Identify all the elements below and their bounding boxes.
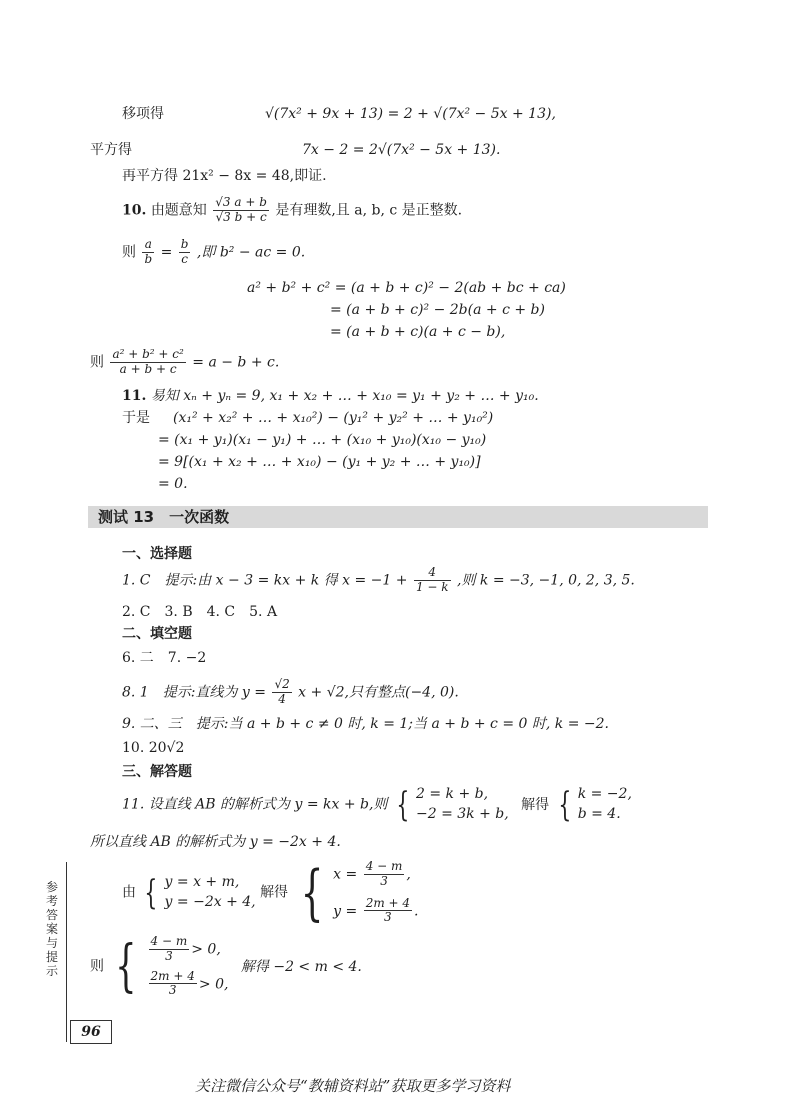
answers-2-5: 2. C 3. B 4. C 5. A [122,604,278,620]
denominator: 3 [380,873,388,888]
problem-number: 10. [122,202,147,219]
answer-8 [122,678,459,707]
text: 解得 [521,796,550,813]
inequality [147,935,229,964]
equation-square: 7x − 2 = 2√(7x² − 5x + 13). [302,142,501,158]
solution-y [333,897,418,926]
equation-system [416,785,509,824]
step-label-square: 平方得 [90,142,132,158]
text: 1. C 提示:由 x − 3 = kx + k 得 x = −1 + [122,572,408,589]
numerator: 4 − m [365,859,403,873]
fraction-b-c [179,238,191,267]
problem-11-line-4: = 0. [158,476,188,492]
equation-system [165,873,256,912]
text: ,则 k = −3, −1, 0, 2, 3, 5. [457,572,635,589]
text: > 0, [191,941,221,958]
fraction [364,897,412,926]
text: x = [333,866,358,883]
numerator: b [180,237,189,251]
answer-10: 10. 20√2 [122,740,185,756]
problem-10-intro [122,196,462,225]
equation-line-3: = (a + b + c)(a + c − b), [330,324,506,340]
heading-choice: 一、选择题 [122,546,192,562]
text: x + √2,只有整点(−4, 0). [298,684,459,701]
left-brace: { [115,933,137,999]
denominator: b [144,251,153,266]
numerator: 2m + 4 [150,968,195,983]
line-conclusion: 所以直线 AB 的解析式为 y = −2x + 4. [90,834,341,850]
equation-move: √(7x² + 9x + 13) = 2 + √(7x² − 5x + 13), [265,106,556,122]
problem-11-intro [122,388,539,405]
numerator: √2 [274,677,290,691]
fraction [272,678,291,707]
equation-line-2: = (a + b + c)² − 2b(a + c + b) [330,302,545,318]
fraction [414,566,451,595]
inequality-system [90,935,362,998]
text: . [414,902,419,919]
equation-line-1: a² + b² + c² = (a + b + c)² − 2(ab + bc + ca) [247,280,566,296]
numerator: a [142,238,154,253]
text: 解得 −2 < m < 4. [240,958,362,975]
answers-6-7: 6. 二 7. −2 [122,650,207,666]
denominator: 1 − k [415,579,449,594]
answer-9: 9. 二、三 提示:当 a + b + c ≠ 0 时, k = 1;当 a + b + c = 0 时, k = −2. [122,716,609,732]
side-label: 参考答案与提示 [45,880,58,978]
text: 11. 设直线 AB 的解析式为 y = kx + b,则 [122,796,388,813]
fraction [213,196,269,225]
label-yushi: 于是 [122,410,150,426]
fraction [149,970,197,999]
text: 是有理数,且 a, b, c 是正整数. [275,202,463,219]
solution-system [333,860,418,925]
left-brace: { [144,872,158,913]
denominator: c [181,251,188,266]
denominator: 4 [278,691,286,706]
inequalities [147,935,229,998]
text: 则 [90,354,104,371]
text: 由 [122,884,136,901]
text: 易知 xₙ + yₙ = 9, x₁ + x₂ + … + x₁₀ = y₁ + y₂ + … + y₁₀. [150,388,539,404]
equation: b = 4. [577,805,621,822]
problem-10-ratio: 则 $\frac{a}{b}$ = $\frac{b}{c}$ ,即 b² − ac = 0. [122,237,306,266]
text: = a − b + c. [192,354,280,371]
text: ,即 b² − ac = 0. [196,244,306,261]
text: 则 [122,244,136,261]
solution-system [578,785,632,824]
fraction [364,860,405,889]
answer-1 [122,566,635,595]
step-label-move: 移项得 [122,106,164,122]
margin-rule [66,862,67,1042]
page-number: 96 [70,1020,112,1044]
heading-solve: 三、解答题 [122,764,192,780]
denominator: √3 b + c [215,209,267,224]
text: y = [333,902,358,919]
equation: −2 = 3k + b, [415,805,509,822]
left-brace: { [396,784,410,825]
step-resquare: 再平方得 21x² − 8x = 48,即证. [122,168,327,184]
text: > 0, [198,975,229,992]
system-intersect [122,857,419,928]
equation: y = x + m, [164,874,240,890]
text: , [406,866,411,883]
problem-10-result [90,348,279,377]
text: 由题意知 [150,202,207,219]
equation: k = −2, [577,786,632,802]
problem-11-line-1: (x₁² + x₂² + … + x₁₀²) − (y₁² + y₂² + … + y₁₀²) [173,410,494,426]
problem-11-line-3: = 9[(x₁ + x₂ + … + x₁₀) − (y₁ + y₂ + … + y₁₀)] [158,454,481,470]
denominator: a + b + c [119,361,177,376]
numerator: 4 [414,566,451,581]
inequality [147,970,229,999]
left-brace: { [557,784,571,825]
fraction-a-b [142,238,154,267]
equation: y = −2x + 4, [164,893,256,910]
text: 8. 1 提示:直线为 y = [122,684,266,701]
heading-fill: 二、填空题 [122,626,192,642]
solution-x [333,860,418,889]
denominator: 3 [165,948,173,963]
problem-11-line-2: = (x₁ + y₁)(x₁ − y₁) + … + (x₁₀ + y₁₀)(x₁₀ − y₁₀) [158,432,487,448]
numerator: 4 − m [150,934,188,948]
problem-number: 11. [122,388,147,404]
section-header: 测试 13 一次函数 [88,506,708,528]
numerator: 2m + 4 [365,895,411,910]
left-brace: { [300,857,324,928]
numerator: √3 a + b [215,195,267,209]
equation: 2 = k + b, [415,786,489,802]
denominator: 3 [384,910,392,925]
fraction [110,348,185,377]
answer-11 [122,785,632,824]
numerator: a² + b² + c² [112,347,184,361]
denominator: 3 [168,983,177,998]
fraction [149,935,190,964]
footer-note: 关注微信公众号“教辅资料站”获取更多学习资料 [195,1077,511,1095]
text: 则 [90,958,104,975]
text: 解得 [260,884,289,901]
